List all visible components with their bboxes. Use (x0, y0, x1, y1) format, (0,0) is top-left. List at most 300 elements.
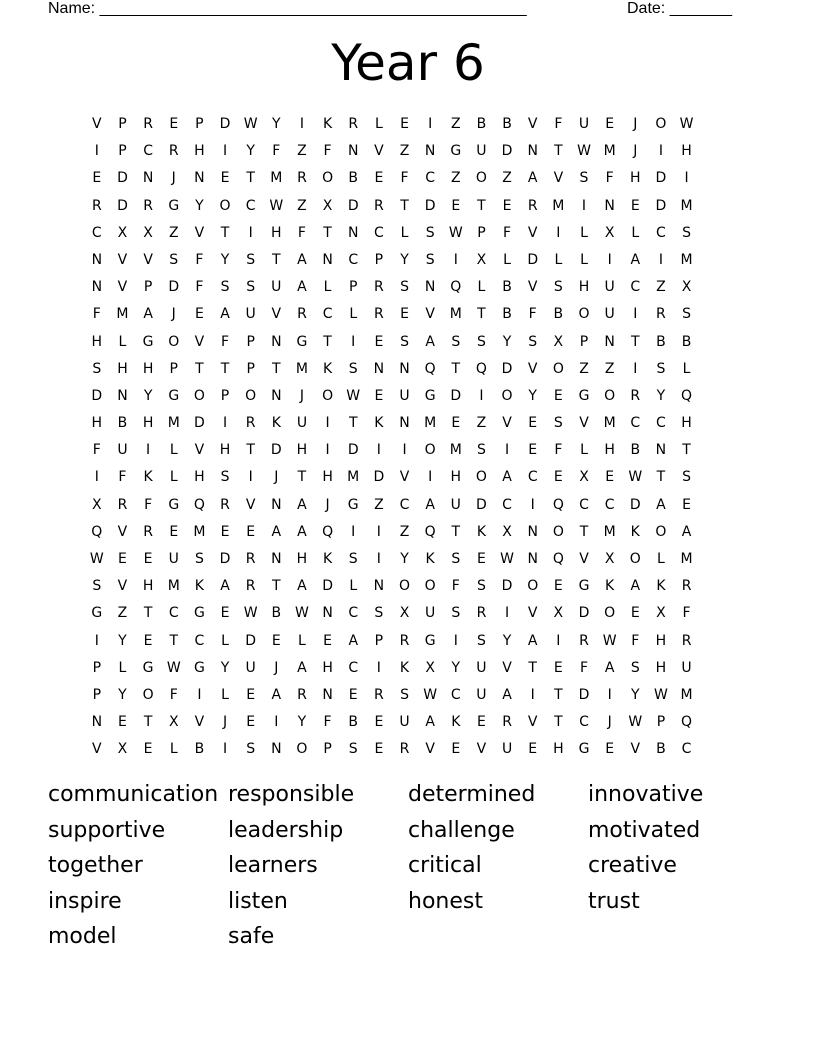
grid-letter[interactable]: R (245, 415, 256, 432)
grid-letter[interactable]: F (92, 442, 101, 459)
grid-letter[interactable]: L (374, 116, 383, 132)
grid-letter[interactable]: P (374, 251, 384, 268)
grid-letter[interactable]: O (424, 578, 436, 595)
grid-letter[interactable]: J (274, 469, 279, 486)
grid-letter[interactable]: S (476, 442, 486, 459)
grid-letter[interactable]: J (633, 116, 638, 132)
grid-letter[interactable]: N (347, 143, 359, 160)
grid-letter[interactable]: Y (220, 251, 230, 268)
grid-letter[interactable]: S (579, 170, 589, 187)
grid-letter[interactable]: Q (322, 523, 334, 540)
grid-letter[interactable]: B (117, 415, 128, 432)
grid-letter[interactable]: F (297, 224, 306, 241)
grid-letter[interactable]: C (450, 686, 461, 703)
grid-letter[interactable]: K (271, 415, 281, 432)
grid-letter[interactable]: A (220, 578, 230, 595)
grid-letter[interactable]: I (222, 741, 228, 758)
grid-letter[interactable]: G (168, 387, 180, 404)
grid-letter[interactable]: Y (528, 387, 537, 404)
grid-letter[interactable]: Z (117, 605, 128, 622)
grid-letter[interactable]: I (376, 442, 381, 459)
grid-letter[interactable]: T (272, 360, 281, 377)
grid-letter[interactable]: I (376, 551, 381, 567)
grid-letter[interactable]: Z (450, 116, 461, 132)
grid-letter[interactable]: E (477, 714, 486, 731)
grid-letter[interactable]: V (527, 360, 538, 377)
grid-letter[interactable]: N (271, 333, 282, 350)
grid-letter[interactable]: C (502, 496, 512, 513)
grid-letter[interactable]: W (295, 605, 309, 622)
grid-letter[interactable]: F (451, 578, 460, 595)
grid-letter[interactable]: H (142, 578, 154, 595)
grid-letter[interactable]: A (271, 686, 282, 703)
grid-letter[interactable]: C (604, 496, 615, 513)
grid-letter[interactable]: Z (374, 496, 384, 513)
grid-letter[interactable]: G (424, 632, 436, 649)
grid-letter[interactable]: U (399, 387, 410, 404)
grid-letter[interactable]: E (118, 551, 127, 567)
grid-letter[interactable]: Y (400, 251, 409, 268)
grid-letter[interactable]: A (681, 523, 692, 540)
grid-letter[interactable]: D (527, 251, 539, 268)
grid-letter[interactable]: O (552, 523, 564, 540)
grid-letter[interactable]: L (554, 251, 563, 268)
grid-letter[interactable]: C (579, 714, 589, 731)
grid-letter[interactable]: S (553, 279, 563, 296)
grid-letter[interactable]: A (297, 251, 307, 268)
grid-letter[interactable]: F (92, 306, 101, 323)
grid-letter[interactable]: T (656, 469, 666, 486)
grid-letter[interactable]: K (322, 551, 333, 567)
grid-letter[interactable]: A (425, 496, 435, 513)
grid-letter[interactable]: U (681, 659, 692, 676)
grid-letter[interactable]: D (655, 197, 667, 214)
grid-letter[interactable]: U (245, 306, 256, 323)
grid-letter[interactable]: D (501, 360, 513, 377)
grid-letter[interactable]: X (579, 469, 589, 486)
grid-letter[interactable]: W (269, 197, 284, 214)
grid-letter[interactable]: U (168, 551, 179, 567)
grid-letter[interactable]: W (577, 143, 591, 160)
grid-letter[interactable]: F (323, 143, 332, 160)
grid-letter[interactable]: T (297, 469, 307, 486)
grid-letter[interactable]: W (628, 469, 643, 486)
grid-letter[interactable]: X (604, 551, 615, 567)
grid-letter[interactable]: E (374, 741, 384, 758)
grid-letter[interactable]: E (92, 170, 102, 187)
grid-letter[interactable]: C (373, 224, 384, 241)
grid-letter[interactable]: E (271, 632, 281, 649)
grid-letter[interactable]: E (553, 659, 563, 676)
grid-letter[interactable]: A (220, 306, 230, 323)
grid-letter[interactable]: I (325, 415, 330, 432)
grid-letter[interactable]: T (195, 360, 204, 377)
grid-letter[interactable]: Y (272, 116, 281, 132)
grid-letter[interactable]: V (117, 251, 128, 268)
grid-letter[interactable]: M (449, 442, 462, 459)
grid-letter[interactable]: U (476, 686, 487, 703)
grid-letter[interactable]: L (682, 360, 691, 377)
grid-letter[interactable]: L (400, 224, 409, 241)
grid-letter[interactable]: I (607, 686, 612, 703)
grid-letter[interactable]: L (503, 251, 511, 268)
grid-letter[interactable]: P (323, 741, 332, 758)
grid-letter[interactable]: N (271, 496, 282, 513)
grid-letter[interactable]: I (94, 632, 99, 649)
grid-letter[interactable]: Z (297, 143, 307, 160)
grid-letter[interactable]: A (527, 632, 538, 649)
grid-letter[interactable]: E (451, 197, 461, 214)
grid-letter[interactable]: M (347, 469, 360, 486)
grid-letter[interactable]: E (220, 170, 230, 187)
grid-letter[interactable]: O (398, 578, 411, 595)
grid-letter[interactable]: D (655, 170, 667, 187)
grid-letter[interactable]: H (91, 333, 103, 350)
grid-letter[interactable]: L (169, 741, 178, 758)
grid-letter[interactable]: R (143, 197, 153, 214)
grid-letter[interactable]: L (657, 551, 665, 567)
grid-letter[interactable]: T (272, 251, 281, 268)
grid-letter[interactable]: X (656, 605, 666, 622)
grid-letter[interactable]: M (167, 415, 180, 432)
grid-letter[interactable]: R (374, 306, 384, 323)
grid-letter[interactable]: N (271, 741, 282, 758)
grid-letter[interactable]: D (91, 387, 103, 404)
grid-letter[interactable]: K (322, 360, 333, 377)
name-field[interactable]: Name: ________________________________________________ (48, 0, 527, 17)
grid-letter[interactable]: V (245, 496, 256, 513)
grid-letter[interactable]: R (656, 306, 666, 323)
grid-letter[interactable]: P (220, 387, 230, 404)
grid-letter[interactable]: E (553, 469, 563, 486)
grid-letter[interactable]: R (374, 197, 384, 214)
grid-letter[interactable]: O (322, 387, 334, 404)
grid-letter[interactable]: D (245, 632, 257, 649)
grid-letter[interactable]: E (374, 170, 384, 187)
grid-letter[interactable]: L (631, 224, 640, 241)
grid-letter[interactable]: H (117, 360, 128, 377)
grid-letter[interactable]: D (347, 442, 359, 459)
grid-letter[interactable]: I (299, 116, 305, 132)
grid-letter[interactable]: A (630, 578, 641, 595)
grid-letter[interactable]: U (578, 116, 590, 132)
grid-letter[interactable]: A (297, 578, 307, 595)
grid-letter[interactable]: H (604, 442, 615, 459)
grid-letter[interactable]: E (246, 686, 256, 703)
grid-letter[interactable]: F (554, 116, 563, 132)
grid-letter[interactable]: L (349, 578, 358, 595)
grid-letter[interactable]: M (193, 523, 206, 540)
grid-letter[interactable]: Y (656, 387, 666, 404)
grid-letter[interactable]: U (296, 415, 308, 432)
grid-letter[interactable]: R (476, 605, 487, 622)
grid-letter[interactable]: W (243, 116, 258, 132)
grid-letter[interactable]: D (168, 279, 180, 296)
grid-letter[interactable]: Q (424, 523, 436, 540)
grid-letter[interactable]: E (374, 387, 384, 404)
grid-letter[interactable]: O (527, 578, 539, 595)
grid-letter[interactable]: Q (552, 551, 564, 567)
grid-letter[interactable]: G (91, 605, 103, 622)
grid-letter[interactable]: J (171, 306, 176, 323)
grid-letter[interactable]: B (656, 741, 666, 758)
grid-letter[interactable]: S (246, 741, 256, 758)
grid-letter[interactable]: T (400, 197, 409, 214)
grid-letter[interactable]: V (117, 578, 128, 595)
grid-letter[interactable]: N (271, 387, 282, 404)
grid-letter[interactable]: B (348, 170, 359, 187)
grid-letter[interactable]: G (168, 197, 180, 214)
grid-letter[interactable]: F (605, 170, 614, 187)
grid-letter[interactable]: M (603, 143, 616, 160)
grid-letter[interactable]: T (554, 686, 563, 703)
grid-letter[interactable]: E (118, 714, 127, 731)
grid-letter[interactable]: T (630, 333, 640, 350)
grid-letter[interactable]: T (451, 360, 461, 377)
grid-letter[interactable]: C (348, 251, 359, 268)
grid-letter[interactable]: G (142, 659, 154, 676)
grid-letter[interactable]: D (219, 116, 231, 132)
grid-letter[interactable]: N (142, 170, 154, 187)
grid-letter[interactable]: E (143, 551, 153, 567)
grid-letter[interactable]: Y (502, 632, 512, 649)
grid-letter[interactable]: D (219, 551, 231, 567)
grid-letter[interactable]: R (374, 686, 384, 703)
grid-letter[interactable]: E (477, 551, 486, 567)
grid-letter[interactable]: X (604, 224, 615, 241)
grid-letter[interactable]: S (425, 224, 435, 241)
grid-letter[interactable]: Z (297, 197, 307, 214)
grid-letter[interactable]: D (450, 387, 462, 404)
grid-letter[interactable]: T (451, 523, 461, 540)
grid-letter[interactable]: Z (450, 170, 461, 187)
grid-letter[interactable]: T (528, 659, 537, 676)
grid-letter[interactable]: J (171, 170, 176, 187)
grid-letter[interactable]: Z (476, 415, 487, 432)
grid-letter[interactable]: H (630, 170, 641, 187)
grid-letter[interactable]: F (169, 686, 178, 703)
grid-letter[interactable]: G (193, 605, 205, 622)
grid-letter[interactable]: F (631, 632, 640, 649)
grid-letter[interactable]: R (527, 197, 538, 214)
grid-letter[interactable]: G (578, 387, 590, 404)
grid-letter[interactable]: B (476, 116, 487, 132)
grid-letter[interactable]: V (194, 224, 205, 241)
grid-letter[interactable]: W (166, 659, 181, 676)
grid-letter[interactable]: A (502, 469, 512, 486)
grid-letter[interactable]: C (322, 306, 333, 323)
grid-letter[interactable]: S (425, 251, 435, 268)
grid-letter[interactable]: R (297, 306, 307, 323)
grid-letter[interactable]: I (222, 143, 228, 160)
grid-letter[interactable]: P (118, 143, 127, 160)
grid-letter[interactable]: V (399, 469, 410, 486)
grid-letter[interactable]: E (220, 605, 230, 622)
grid-letter[interactable]: N (424, 279, 436, 296)
grid-letter[interactable]: D (578, 605, 590, 622)
grid-letter[interactable]: E (528, 741, 538, 758)
grid-letter[interactable]: H (655, 659, 667, 676)
grid-letter[interactable]: B (502, 306, 512, 323)
grid-letter[interactable]: C (656, 415, 666, 432)
grid-letter[interactable]: S (656, 360, 666, 377)
grid-letter[interactable]: X (143, 224, 153, 241)
grid-letter[interactable]: M (424, 415, 437, 432)
grid-letter[interactable]: N (347, 224, 359, 241)
grid-letter[interactable]: S (92, 360, 102, 377)
grid-letter[interactable]: C (527, 469, 538, 486)
grid-letter[interactable]: Q (681, 387, 693, 404)
grid-letter[interactable]: N (322, 686, 333, 703)
grid-letter[interactable]: V (527, 714, 538, 731)
grid-letter[interactable]: X (502, 523, 512, 540)
grid-letter[interactable]: H (142, 415, 154, 432)
grid-letter[interactable]: S (400, 279, 409, 296)
grid-letter[interactable]: H (578, 279, 590, 296)
grid-letter[interactable]: S (476, 632, 486, 649)
grid-letter[interactable]: Y (502, 333, 512, 350)
grid-letter[interactable]: X (476, 251, 487, 268)
grid-letter[interactable]: F (323, 714, 332, 731)
grid-letter[interactable]: U (425, 605, 436, 622)
grid-letter[interactable]: S (451, 605, 461, 622)
grid-letter[interactable]: R (630, 387, 641, 404)
grid-letter[interactable]: P (246, 360, 255, 377)
grid-letter[interactable]: C (91, 224, 102, 241)
grid-letter[interactable]: E (400, 306, 409, 323)
grid-letter[interactable]: A (425, 333, 435, 350)
grid-letter[interactable]: U (476, 659, 487, 676)
grid-letter[interactable]: P (195, 116, 204, 132)
grid-letter[interactable]: S (220, 279, 230, 296)
grid-letter[interactable]: R (681, 632, 692, 649)
grid-letter[interactable]: N (399, 415, 410, 432)
grid-letter[interactable]: S (630, 659, 640, 676)
grid-letter[interactable]: I (325, 442, 330, 459)
grid-letter[interactable]: P (477, 224, 486, 241)
grid-letter[interactable]: P (92, 659, 102, 676)
grid-letter[interactable]: I (428, 116, 433, 132)
grid-letter[interactable]: R (143, 116, 153, 132)
grid-letter[interactable]: P (118, 116, 127, 132)
grid-letter[interactable]: W (500, 551, 514, 567)
grid-letter[interactable]: V (579, 551, 589, 567)
grid-letter[interactable]: H (322, 659, 333, 676)
grid-letter[interactable]: A (297, 523, 307, 540)
grid-letter[interactable]: D (347, 197, 359, 214)
grid-letter[interactable]: U (501, 741, 513, 758)
grid-letter[interactable]: I (94, 469, 99, 486)
grid-letter[interactable]: U (117, 442, 128, 459)
grid-letter[interactable]: E (194, 306, 204, 323)
grid-letter[interactable]: R (399, 632, 410, 649)
grid-letter[interactable]: N (373, 360, 385, 377)
grid-letter[interactable]: T (477, 306, 486, 323)
grid-letter[interactable]: D (629, 496, 641, 513)
grid-letter[interactable]: Y (246, 143, 255, 160)
grid-letter[interactable]: E (630, 605, 640, 622)
grid-letter[interactable]: N (527, 551, 538, 567)
grid-letter[interactable]: O (142, 686, 154, 703)
grid-letter[interactable]: P (349, 279, 358, 296)
grid-letter[interactable]: M (270, 170, 283, 187)
grid-letter[interactable]: A (143, 306, 153, 323)
grid-letter[interactable]: B (630, 442, 641, 459)
grid-letter[interactable]: D (476, 496, 487, 513)
grid-letter[interactable]: H (681, 415, 692, 432)
grid-letter[interactable]: I (530, 686, 535, 703)
grid-letter[interactable]: V (476, 741, 487, 758)
grid-letter[interactable]: N (527, 523, 538, 540)
grid-letter[interactable]: I (274, 714, 279, 731)
grid-letter[interactable]: B (502, 116, 512, 132)
grid-letter[interactable]: F (579, 659, 589, 676)
grid-letter[interactable]: K (399, 659, 410, 676)
grid-letter[interactable]: B (271, 605, 282, 622)
grid-letter[interactable]: D (501, 143, 513, 160)
grid-letter[interactable]: Y (118, 632, 127, 649)
grid-letter[interactable]: H (681, 143, 692, 160)
grid-letter[interactable]: K (374, 415, 384, 432)
grid-letter[interactable]: V (630, 741, 641, 758)
grid-letter[interactable]: V (527, 116, 538, 132)
grid-letter[interactable]: K (656, 578, 666, 595)
grid-letter[interactable]: H (296, 551, 308, 567)
grid-letter[interactable]: F (272, 143, 281, 160)
grid-letter[interactable]: N (424, 143, 436, 160)
grid-letter[interactable]: I (428, 469, 433, 486)
grid-letter[interactable]: Z (399, 523, 410, 540)
grid-letter[interactable]: O (604, 605, 616, 622)
grid-letter[interactable]: M (603, 523, 616, 540)
grid-letter[interactable]: D (424, 197, 436, 214)
grid-letter[interactable]: S (528, 333, 538, 350)
grid-letter[interactable]: T (579, 523, 589, 540)
grid-letter[interactable]: W (653, 686, 668, 703)
grid-letter[interactable]: Z (656, 279, 666, 296)
grid-letter[interactable]: F (195, 251, 204, 268)
grid-letter[interactable]: E (143, 741, 153, 758)
grid-letter[interactable]: B (553, 306, 564, 323)
grid-letter[interactable]: M (680, 197, 693, 214)
grid-letter[interactable]: Y (630, 686, 640, 703)
grid-letter[interactable]: H (142, 360, 154, 377)
grid-letter[interactable]: E (220, 523, 230, 540)
grid-letter[interactable]: T (169, 632, 179, 649)
grid-letter[interactable]: S (476, 333, 486, 350)
grid-letter[interactable]: S (400, 333, 409, 350)
grid-letter[interactable]: R (168, 143, 179, 160)
grid-letter[interactable]: C (656, 224, 666, 241)
grid-letter[interactable]: F (144, 496, 153, 513)
grid-letter[interactable]: C (194, 632, 205, 649)
grid-letter[interactable]: K (605, 578, 615, 595)
grid-letter[interactable]: M (680, 686, 693, 703)
grid-letter[interactable]: N (527, 143, 538, 160)
grid-letter[interactable]: N (604, 197, 615, 214)
grid-letter[interactable]: A (527, 170, 538, 187)
grid-letter[interactable]: Y (118, 686, 127, 703)
grid-letter[interactable]: E (605, 469, 615, 486)
grid-letter[interactable]: X (92, 496, 102, 513)
grid-letter[interactable]: J (607, 714, 612, 731)
grid-letter[interactable]: O (578, 306, 590, 323)
grid-letter[interactable]: U (476, 143, 487, 160)
grid-letter[interactable]: N (373, 578, 385, 595)
grid-letter[interactable]: C (425, 170, 436, 187)
grid-letter[interactable]: E (374, 333, 384, 350)
grid-letter[interactable]: Y (195, 197, 204, 214)
